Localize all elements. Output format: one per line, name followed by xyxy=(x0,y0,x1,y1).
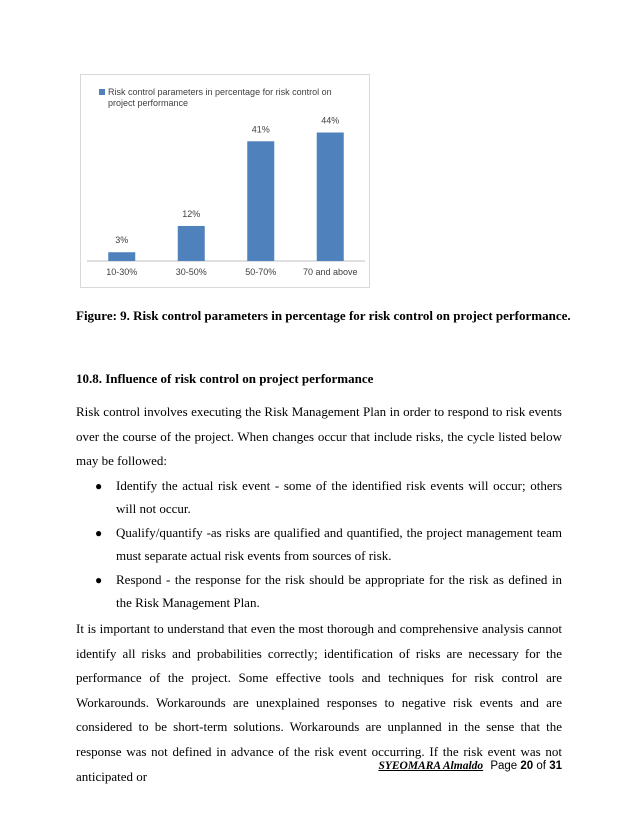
bar xyxy=(108,252,135,261)
bullet-icon: ● xyxy=(95,526,103,540)
intro-paragraph: Risk control involves executing the Risk Management Plan in order to respond to risk events over the course of the project. When changes occur that include risks, the cycle listed below may be followed: xyxy=(76,404,562,469)
section-heading: 10.8. Influence of risk control on project performance xyxy=(76,371,374,386)
bullet-item xyxy=(76,569,562,614)
footer-author: SYEOMARA Almaldo xyxy=(378,760,484,772)
bullet-icon: ● xyxy=(95,479,103,493)
x-tick-label: 50-70% xyxy=(245,267,277,277)
bar xyxy=(317,133,344,261)
bullet-list xyxy=(76,475,562,616)
bullet-item xyxy=(76,522,562,567)
legend-label: Risk control parameters in percentage for risk control on xyxy=(108,87,332,97)
footer-of-word: of xyxy=(536,760,546,772)
bullet-icon: ● xyxy=(95,573,103,587)
figure-caption: Figure: 9. Risk control parameters in percentage for risk control on project performance. xyxy=(76,308,571,323)
bar-chart xyxy=(80,74,370,288)
body-paragraph: It is important to understand that even the most thorough and comprehensive analysis cannot identify all risks and probabilities correctly; identification of risks are necessary for the performance of the project. Some effective tools and techniques for risk control are Workarounds. Workarounds are unexplained responses to negative risk events and are considered to be short-term solutions. Workarounds are unplanned in the sense that the response was not defined in advance of the risk event occurring. If the risk event was not anticipated or xyxy=(76,621,562,784)
bar xyxy=(247,141,274,261)
footer-page-word: Page xyxy=(490,760,518,772)
bullet-text: Qualify/quantify -as risks are qualified and quantified, the project management team must separate actual risk events from sources of risk. xyxy=(116,525,562,563)
chart-canvas xyxy=(81,75,371,289)
x-tick-label: 10-30% xyxy=(106,267,138,277)
bullet-text: Identify the actual risk event - some of the identified risk events will occur; others will not occur. xyxy=(116,478,562,516)
page-footer xyxy=(378,760,562,772)
x-tick-label: 30-50% xyxy=(175,267,207,277)
data-label: 3% xyxy=(115,235,129,246)
data-label: 44% xyxy=(321,115,340,126)
bullet-item xyxy=(76,475,562,520)
x-tick-label: 70 and above xyxy=(302,267,358,277)
bullet-text: Respond - the response for the risk should be appropriate for the risk as defined in the Risk Management Plan. xyxy=(116,572,562,610)
footer-page-number: 20 xyxy=(520,760,534,772)
bar xyxy=(178,226,205,261)
data-label: 12% xyxy=(182,208,201,219)
footer-total-pages: 31 xyxy=(549,760,562,772)
data-label: 41% xyxy=(251,124,270,135)
legend-swatch xyxy=(99,89,105,95)
legend-label: project performance xyxy=(108,98,189,108)
